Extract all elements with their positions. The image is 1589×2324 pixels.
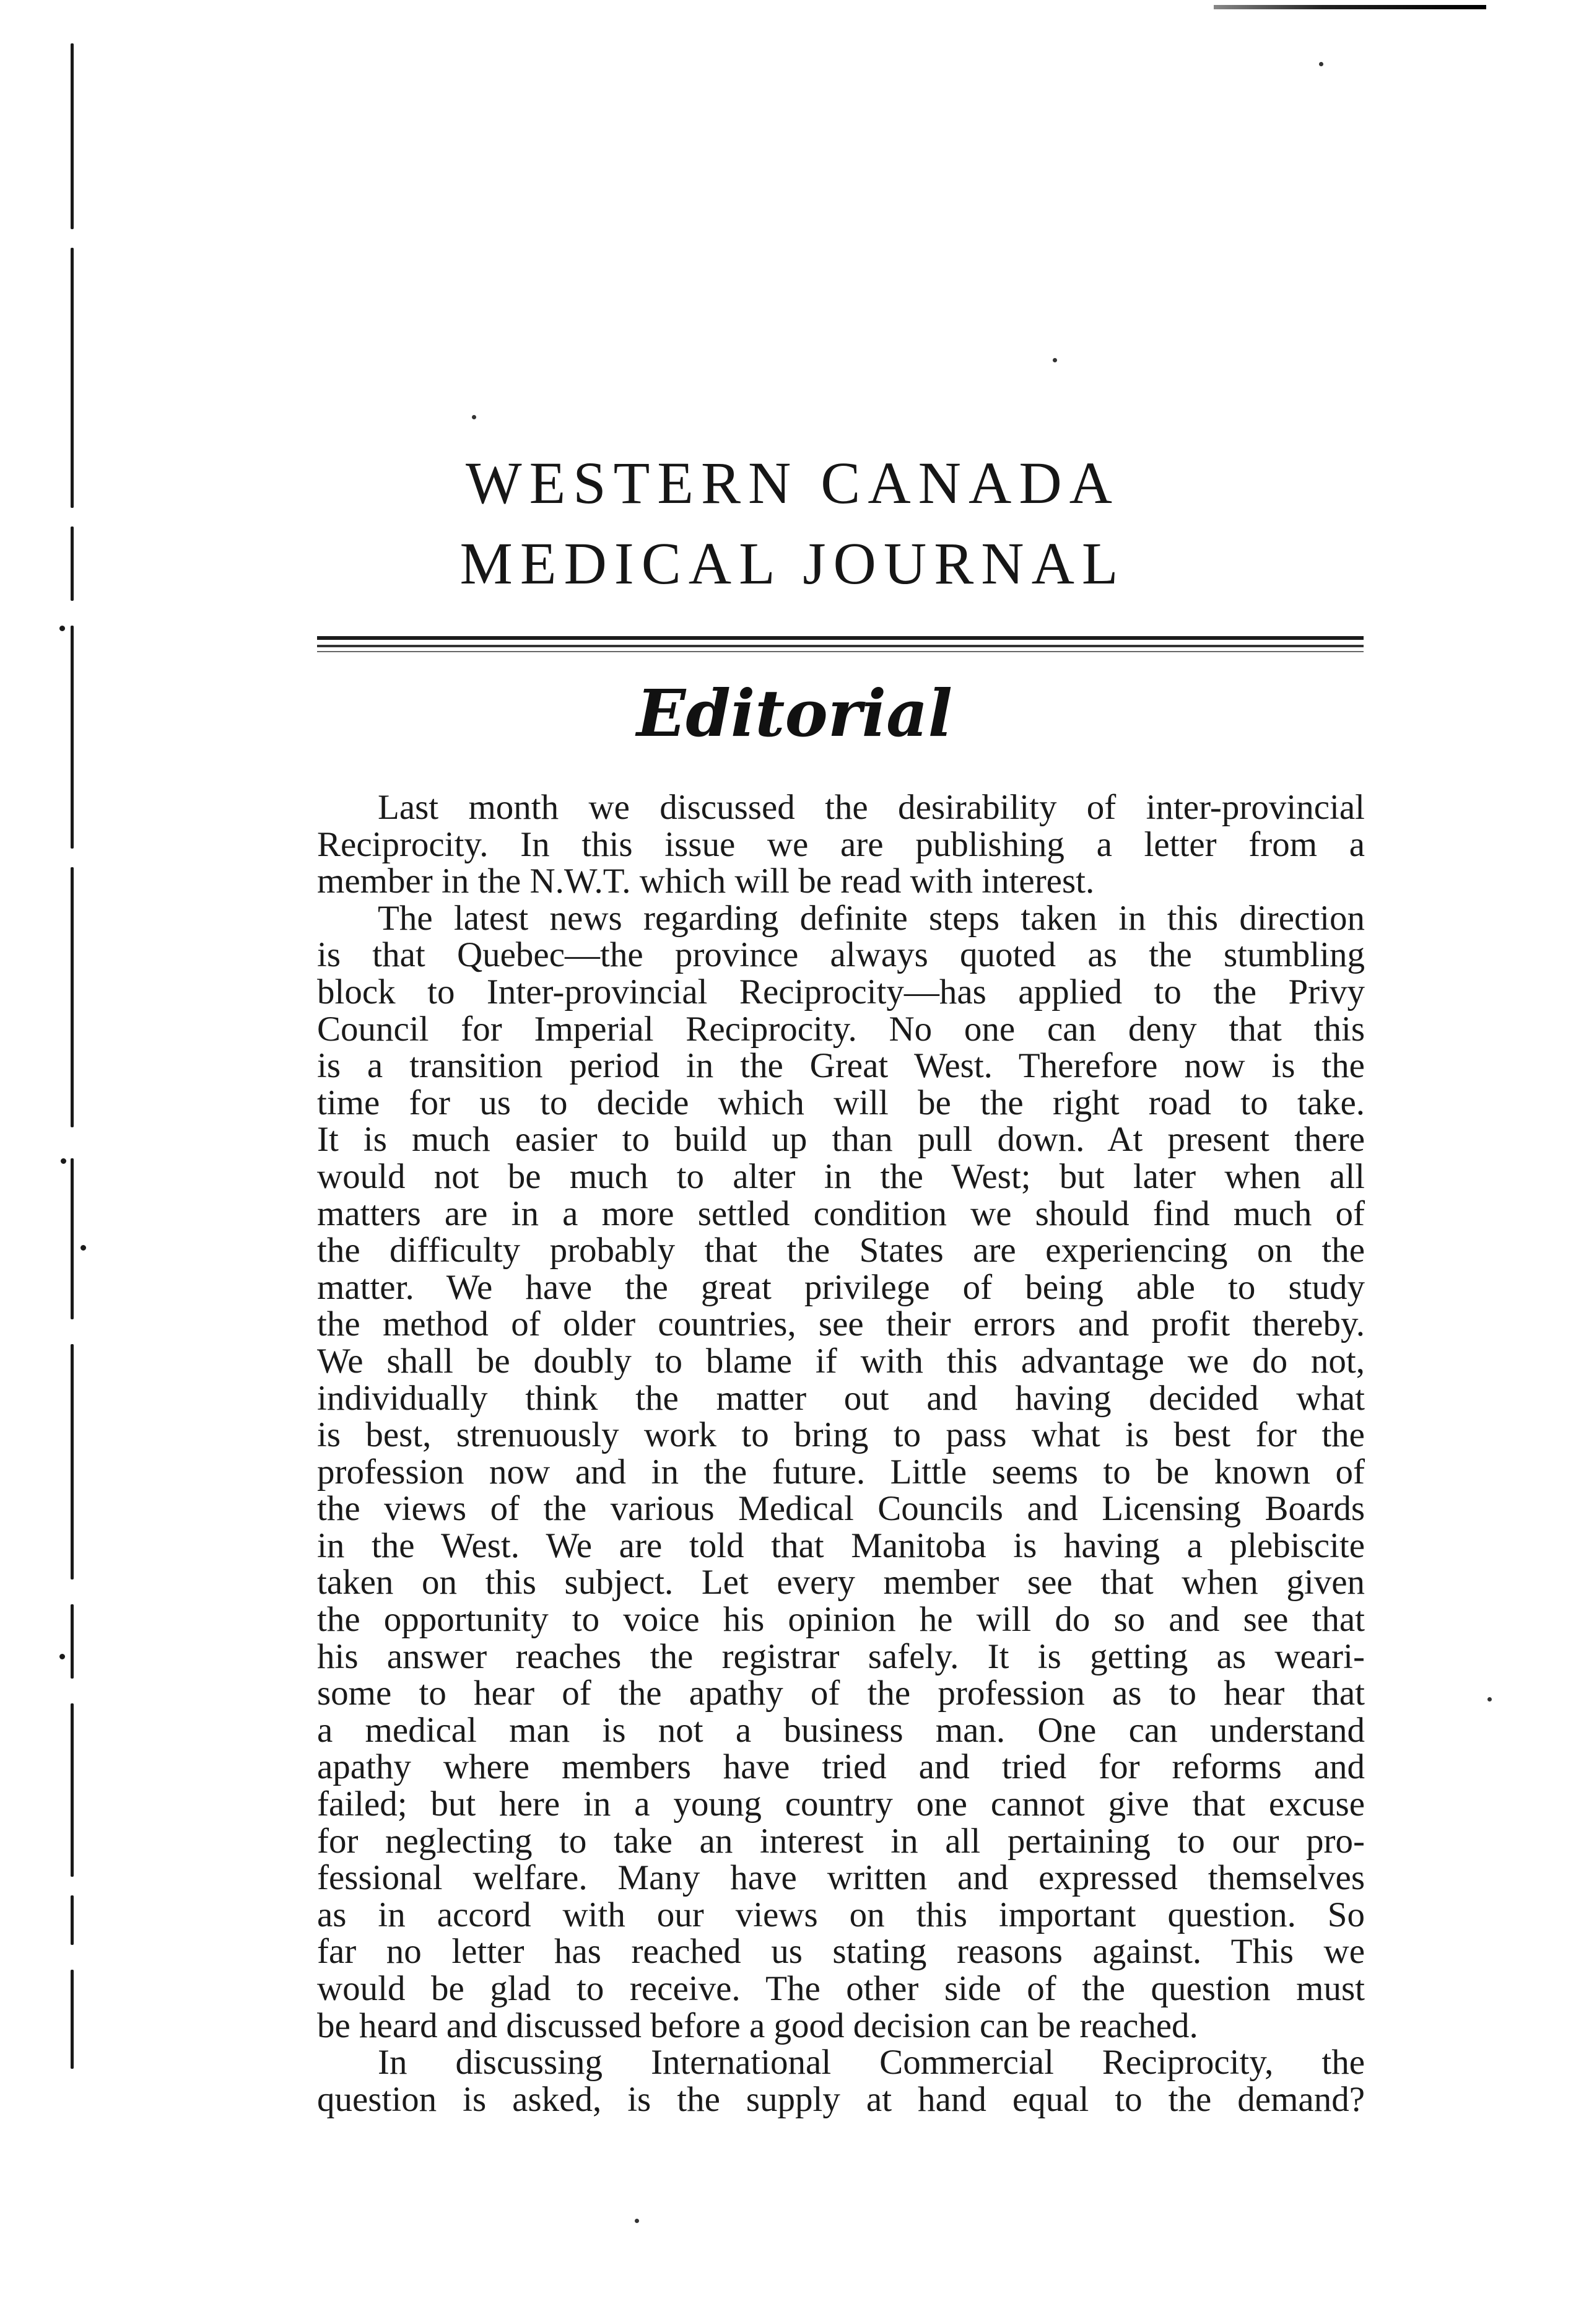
binding-speck <box>59 1654 65 1659</box>
body-line: failed; but here in a young country one cannot give that excuse <box>317 1784 1365 1824</box>
binding-mark <box>71 1344 74 1579</box>
body-line: the difficulty probably that the States are experiencing on the <box>317 1231 1365 1270</box>
binding-mark <box>71 526 74 601</box>
print-speck <box>1053 358 1057 362</box>
body-line: profession now and in the future. Little seems to be known of <box>317 1452 1365 1492</box>
body-line: the method of older countries, see their errors and profit thereby. <box>317 1304 1365 1344</box>
body-line: as in accord with our views on this important question. So <box>317 1895 1365 1934</box>
body-line: the views of the various Medical Councils and Licensing Boards <box>317 1489 1365 1529</box>
body-line: block to Inter-provincial Reciprocity—has applied to the Privy <box>317 972 1365 1011</box>
binding-mark <box>71 1970 74 2069</box>
masthead-line-2: MEDICAL JOURNAL <box>459 530 1126 596</box>
binding-mark <box>71 1703 74 1877</box>
print-speck <box>1319 62 1323 66</box>
masthead-line-1: WESTERN CANADA <box>466 450 1120 516</box>
body-line: It is much easier to build up than pull down. At present there <box>317 1120 1365 1160</box>
binding-mark <box>71 1158 74 1319</box>
body-line: his answer reaches the registrar safely. It is getting as weari- <box>317 1636 1365 1676</box>
body-line: matter. We have the great privilege of being able to study <box>317 1267 1365 1307</box>
binding-mark <box>71 867 74 1127</box>
binding-mark <box>71 1895 74 1945</box>
body-line: some to hear of the apathy of the profession as to hear that <box>317 1674 1365 1713</box>
editorial-body <box>317 789 1365 2118</box>
binding-mark <box>71 248 74 508</box>
body-line: for neglecting to take an interest in all pertaining to our pro- <box>317 1821 1365 1861</box>
body-line: Reciprocity. In this issue we are publishing a letter from a <box>317 824 1365 864</box>
section-title: Editorial <box>636 675 953 751</box>
body-line: the opportunity to voice his opinion he will do so and see that <box>317 1600 1365 1640</box>
body-line: matters are in a more settled condition we should find much of <box>317 1194 1365 1233</box>
body-line: The latest news regarding definite steps taken in this direction <box>378 898 1365 938</box>
body-line: member in the N.W.T. which will be read with interest. <box>317 862 1095 901</box>
body-line: Council for Imperial Reciprocity. No one can deny that this <box>317 1009 1365 1049</box>
masthead-rule <box>317 636 1364 655</box>
body-line: apathy where members have tried and tried for reforms and <box>317 1747 1365 1787</box>
binding-speck <box>81 1245 86 1251</box>
body-line: far no letter has reached us stating reasons against. This we <box>317 1932 1365 1972</box>
body-line: would not be much to alter in the West; but later when all <box>317 1156 1365 1196</box>
body-line: We shall be doubly to blame if with this advantage we do not, <box>317 1341 1365 1381</box>
binding-speck <box>61 1158 66 1164</box>
binding-speck <box>59 626 65 631</box>
body-line: would be glad to receive. The other side of the question must <box>317 1969 1365 2008</box>
body-line: In discussing International Commercial Reciprocity, the <box>378 2043 1365 2082</box>
body-line: taken on this subject. Let every member see that when given <box>317 1563 1365 1602</box>
body-line: is that Quebec—the province always quoted as the stumbling <box>317 935 1365 975</box>
binding-edge <box>59 43 90 2100</box>
body-line: time for us to decide which will be the right road to take. <box>317 1083 1365 1122</box>
body-line: Last month we discussed the desirability of inter-provincial <box>378 788 1365 827</box>
binding-mark <box>71 1604 74 1679</box>
body-line: fessional welfare. Many have written and expressed themselves <box>317 1858 1365 1898</box>
body-line: be heard and discussed before a good decision can be reached. <box>317 2006 1198 2045</box>
body-line: in the West. We are told that Manitoba is having a plebiscite <box>317 1526 1365 1565</box>
body-line: individually think the matter out and having decided what <box>317 1378 1365 1418</box>
print-speck <box>635 2219 639 2223</box>
body-line: a medical man is not a business man. One can understand <box>317 1710 1365 1750</box>
body-line: is best, strenuously work to bring to pass what is best for the <box>317 1415 1365 1455</box>
top-edge-rule <box>1214 5 1486 9</box>
print-speck <box>1487 1697 1492 1702</box>
body-line: is a transition period in the Great West. Therefore now is the <box>317 1046 1365 1086</box>
print-speck <box>472 415 476 419</box>
binding-mark <box>71 43 74 229</box>
body-line: question is asked, is the supply at hand equal to the demand? <box>317 2079 1365 2119</box>
